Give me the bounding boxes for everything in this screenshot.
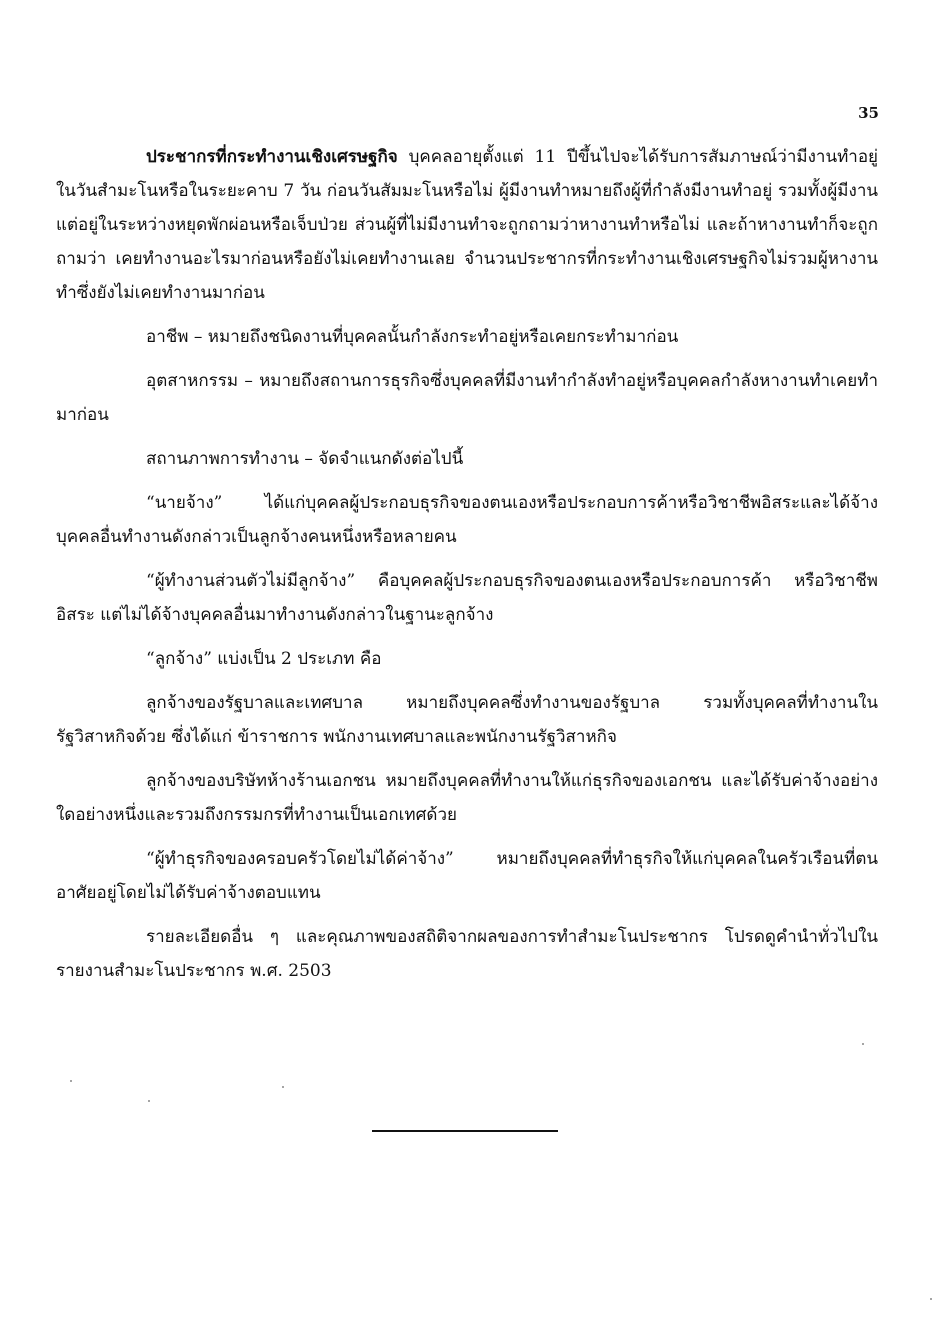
paragraph-own-account — [56, 564, 878, 632]
paragraph-unpaid-family-worker — [56, 842, 878, 910]
paragraph-text: รายละเอียดอื่น ๆ และคุณภาพของสถิติจากผลของการทำสำมะโนประชากร โปรดดูคำนำทั่วไปในรายงานสำมะโนประชากร พ.ศ. 2503 — [56, 927, 878, 981]
scan-speck — [862, 1043, 864, 1045]
paragraph-employer — [56, 486, 878, 554]
paragraph-text: ลูกจ้างของบริษัทห้างร้านเอกชน หมายถึงบุคคลที่ทำงานให้แก่ธุรกิจของเอกชน และได้รับค่าจ้างอย่างใดอย่างหนึ่งและรวมถึงกรรมกรที่ทำงานเป็นเอกเทศด้วย — [56, 771, 878, 825]
term-economically-active: ประชากรที่กระทำงานเชิงเศรษฐกิจ — [146, 147, 398, 167]
paragraph-government-employee — [56, 686, 878, 754]
paragraph-work-status — [56, 442, 878, 476]
scan-speck — [282, 1086, 284, 1088]
paragraph-text: สถานภาพการทำงาน – จัดจำแนกดังต่อไปนี้ — [146, 449, 464, 469]
paragraph-employee — [56, 642, 878, 676]
scan-speck — [930, 1298, 932, 1300]
paragraph-text: อุตสาหกรรม – หมายถึงสถานการธุรกิจซึ่งบุคคลที่มีงานทำกำลังทำอยู่หรือบุคคลกำลังหางานทำเคยทำมาก่อน — [56, 371, 878, 425]
paragraph-text: บุคคลอายุตั้งแต่ 11 ปีขึ้นไปจะได้รับการสัมภาษณ์ว่ามีงานทำอยู่ในวันสำมะโนหรือในระยะคาบ 7 วัน ก่อนวันสัมมะโนหรือไม่ ผู้มีงานทำหมายถึงผู้ที่กำลังมีงานทำอยู่ รวมทั้งผู้มีงานแต่อยู่ในระหว่างหยุดพักผ่อนหรือเจ็บป่วย ส่วนผู้ที่ไม่มีงานทำจะถูกถามว่าหางานทำหรือไม่ และถ้าหางานทำก็จะถูกถามว่า เคยทำงานอะไรมาก่อนหรือยังไม่เคยทำงานเลย จำนวนประชากรที่กระทำงานเชิงเศรษฐกิจไม่รวมผู้หางานทำซึ่งยังไม่เคยทำงานมาก่อน — [56, 147, 878, 303]
scan-speck — [70, 1080, 72, 1082]
paragraph-text: ลูกจ้างของรัฐบาลและเทศบาล หมายถึงบุคคลซึ่งทำงานของรัฐบาล รวมทั้งบุคคลที่ทำงานในรัฐวิสาหกิจด้วย ซึ่งได้แก่ ข้าราชการ พนักงานเทศบาลและพนักงานรัฐวิสาหกิจ — [56, 693, 878, 747]
paragraph-further-details — [56, 920, 878, 988]
scan-speck — [148, 1100, 150, 1102]
paragraph-industry — [56, 364, 878, 432]
paragraph-text: “นายจ้าง” ได้แก่บุคคลผู้ประกอบธุรกิจของตนเองหรือประกอบการค้าหรือวิชาชีพอิสระและได้จ้างบุคคลอื่นทำงานดังกล่าวเป็นลูกจ้างคนหนึ่งหรือหลายคน — [56, 493, 878, 547]
paragraph-text: “ผู้ทำธุรกิจของครอบครัวโดยไม่ได้ค่าจ้าง” หมายถึงบุคคลที่ทำธุรกิจให้แก่บุคคลในครัวเรือนที่ตนอาศัยอยู่โดยไม่ได้รับค่าจ้างตอบแทน — [56, 849, 878, 903]
paragraph-occupation — [56, 320, 878, 354]
end-divider-line — [372, 1130, 558, 1132]
document-body — [56, 140, 878, 998]
paragraph-economically-active — [56, 140, 878, 310]
paragraph-text: “ผู้ทำงานส่วนตัวไม่มีลูกจ้าง” คือบุคคลผู้ประกอบธุรกิจของตนเองหรือประกอบการค้า หรือวิชาชีพอิสระ แต่ไม่ได้จ้างบุคคลอื่นมาทำงานดังกล่าวในฐานะลูกจ้าง — [56, 571, 878, 625]
paragraph-private-employee — [56, 764, 878, 832]
paragraph-text: “ลูกจ้าง” แบ่งเป็น 2 ประเภท คือ — [146, 649, 382, 669]
paragraph-text: อาชีพ – หมายถึงชนิดงานที่บุคคลนั้นกำลังกระทำอยู่หรือเคยกระทำมาก่อน — [146, 327, 679, 347]
page-number: 35 — [858, 104, 879, 122]
